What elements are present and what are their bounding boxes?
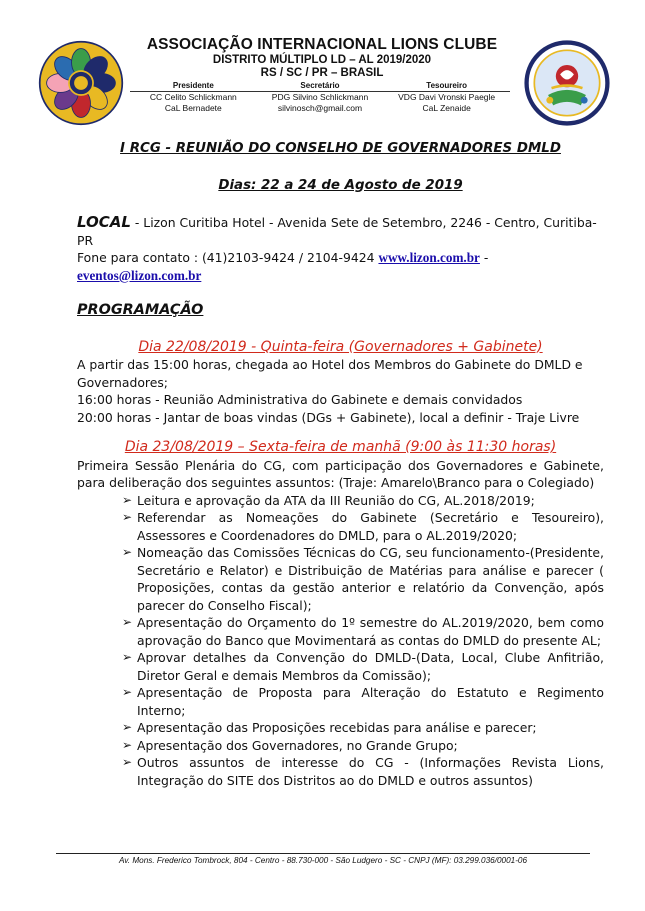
day2-heading: Dia 23/08/2019 – Sexta-feira de manhã (9:00 às 11:30 horas) [124,439,557,455]
local-label: LOCAL [77,213,131,231]
document-body [77,140,604,789]
letterhead [132,36,512,80]
footer-divider [56,853,590,854]
officer-treasurer [383,80,510,114]
arrow-bullet-icon: ➢ [122,755,133,769]
officer-spouse: CaL Zenaide [422,103,471,113]
list-item: ➢ Referendar as Nomeações do Gabinete (Secretário e Tesoureiro), Assessores e Coordenadores do DMLD, para o AL.2019/2020; [122,510,604,543]
arrow-bullet-icon: ➢ [122,650,133,664]
day2-intro: Primeira Sessão Plenária do CG, com participação dos Governadores e Gabinete, para deliberação dos seguintes assuntos: (Traje: Amarelo\Branco para o Colegiado) [77,457,604,490]
district-emblem-logo [524,40,610,126]
officer-email: silvinosch@gmail.com [277,103,363,113]
arrow-bullet-icon: ➢ [122,615,133,629]
lions-rosette-logo [38,40,124,126]
list-item: ➢ Outros assuntos de interesse do CG - (Informações Revista Lions, Integração do SITE dos Distritos ao do DMLD e outros assuntos) [122,755,604,788]
officer-secretary [257,80,384,114]
region-line: RS / SC / PR – BRASIL [260,67,384,79]
association-title: ASSOCIAÇÃO INTERNACIONAL LIONS CLUBE [146,36,498,53]
officer-role: Secretário [257,80,384,92]
list-item: ➢ Aprovar detalhes da Convenção do DMLD-(Data, Local, Clube Anfitrião, Diretor Geral e demais Membros da Comissão); [122,650,604,683]
contact-phone: Fone para contato : (41)2103-9424 / 2104-9424 [77,250,379,265]
local-section [77,214,604,284]
officer-name: CC Celito Schlickmann [149,92,237,102]
arrow-bullet-icon: ➢ [122,685,133,699]
email-link[interactable]: eventos@lizon.com.br [77,267,202,283]
officer-president [130,80,257,114]
schedule-line: 20:00 horas - Jantar de boas vindas (DGs + Gabinete), local a definir - Traje Livre [77,409,580,425]
arrow-bullet-icon: ➢ [122,720,133,734]
list-item: ➢ Apresentação dos Governadores, no Grande Grupo; [122,737,458,753]
officer-role: Presidente [130,80,257,92]
day2-section [77,457,604,790]
schedule-line: 16:00 horas - Reunião Administrativa do Gabinete e demais convidados [77,392,523,407]
agenda-list [77,492,604,790]
officer-name: PDG Silvino Schlickmann [271,92,369,102]
arrow-bullet-icon: ➢ [122,737,133,752]
list-item: ➢ Apresentação de Proposta para Alteração do Estatuto e Regimento Interno; [122,685,604,718]
arrow-bullet-icon: ➢ [122,492,133,507]
local-address: - Lizon Curitiba Hotel - Avenida Sete de Setembro, 2246 - Centro, Curitiba-PR [77,215,597,248]
district-line: DISTRITO MÚLTIPLO LD – AL 2019/2020 [212,54,432,66]
schedule-line: A partir das 15:00 horas, chegada ao Hotel dos Membros do Gabinete do DMLD e Governadores; [77,357,583,390]
meeting-dates: Dias: 22 a 24 de Agosto de 2019 [218,177,463,193]
website-link[interactable]: www.lizon.com.br [378,250,480,265]
day1-heading: Dia 22/08/2019 - Quinta-feira (Governadores + Gabinete) [138,338,543,355]
arrow-bullet-icon: ➢ [122,510,133,524]
officer-role: Tesoureiro [383,80,510,92]
arrow-bullet-icon: ➢ [122,545,133,559]
officer-spouse: CaL Bernadete [164,103,222,113]
list-item: ➢ Apresentação das Proposições recebidas para análise e parecer; [122,720,537,735]
list-item: ➢ Leitura e aprovação da ATA da III Reunião do CG, AL.2018/2019; [122,492,535,508]
list-item: ➢ Nomeação das Comissões Técnicas do CG, seu funcionamento-(Presidente, Secretário e Relator) e Distribuição de Matérias para análise e parecer ( Proposições, contas da gestão anterior e relatório da Convenção, após parecer do Conselho Fiscal); [122,545,604,613]
day1-schedule [77,356,604,426]
officer-name: VDG Davi Vronski Paegle [398,92,496,102]
officers-table [130,80,510,114]
programacao-heading: PROGRAMAÇÃO [77,302,204,318]
meeting-title: I RCG - REUNIÃO DO CONSELHO DE GOVERNADORES DMLD [120,141,561,156]
list-item: ➢ Apresentação do Orçamento do 1º semestre do AL.2019/2020, bem como aprovação do Banco que Movimentará as contas do DMLD do presente AL; [122,615,604,648]
separator-dash: - [479,250,489,265]
footer-address: Av. Mons. Frederico Tombrock, 804 - Centro - 88.730-000 - São Ludgero - SC - CNPJ (MF): 03.299.036/0001-06 [118,856,528,865]
